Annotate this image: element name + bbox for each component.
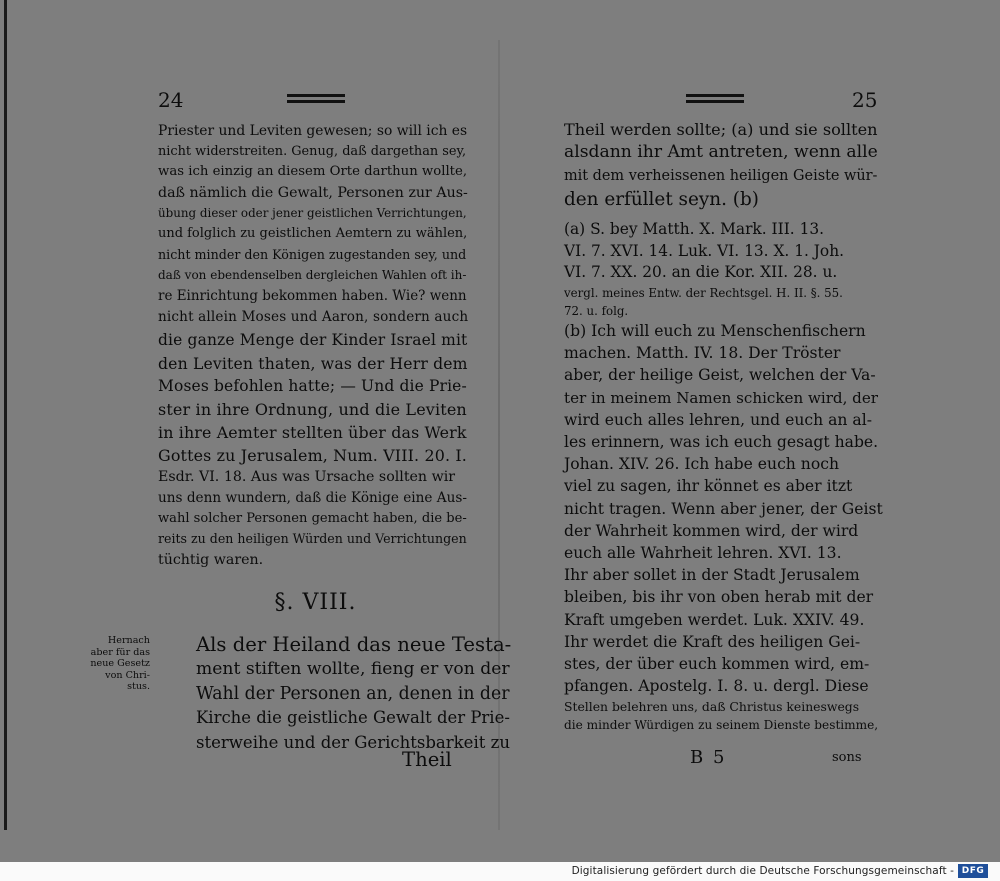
footnote-line: nicht tragen. Wenn aber jener, der Geist [564, 499, 883, 518]
text-line: daß von ebendenselben dergleichen Wahlen oft ih- [158, 268, 467, 283]
margin-note-line: aber für das [90, 646, 150, 658]
right-page-text [564, 118, 884, 735]
footnote-line: euch alle Wahrheit lehren. XVI. 13. [564, 544, 842, 562]
right-page-number: 25 [852, 88, 878, 112]
text-line: Esdr. VI. 18. Aus was Ursache sollten wir [158, 469, 456, 486]
left-catchword: Theil [402, 748, 452, 771]
text-line: nicht widerstreiten. Genug, daß dargethan sey, [158, 143, 467, 159]
funding-credit: Digitalisierung gefördert durch die Deutsche Forschungsgemeinschaft - [571, 865, 954, 877]
text-line: Gottes zu Jerusalem, Num. VIII. 20. I. [158, 446, 467, 466]
margin-note [78, 635, 150, 693]
left-header-rule [287, 94, 345, 103]
footnote-line: der Wahrheit kommen wird, der wird [564, 521, 859, 540]
right-header-rule [686, 94, 744, 103]
signature-mark: B 5 [690, 747, 727, 768]
text-line: wahl solcher Personen gemacht haben, die be- [158, 510, 467, 526]
footnote-line: Ihr aber sollet in der Stadt Jerusalem [564, 566, 860, 585]
text-line: Moses befohlen hatte; — Und die Prie- [158, 377, 467, 396]
text-line: was ich einzig an diesem Orte darthun wollte, [158, 164, 468, 180]
footnote-line: (b) Ich will euch zu Menschenfischern [564, 321, 866, 340]
section-text [196, 633, 516, 755]
text-line: re Einrichtung bekommen haben. Wie? wenn [158, 287, 467, 304]
section-heading: §. VIII. [274, 590, 357, 615]
text-line: daß nämlich die Gewalt, Personen zur Aus- [158, 184, 468, 201]
footnote-line: 72. u. folg. [564, 303, 629, 318]
text-line: Priester und Leviten gewesen; so will ich es [158, 123, 468, 139]
text-line: sterweihe und der Gerichtsbarkeit zu [196, 732, 510, 752]
text-line: nicht minder den Königen zugestanden sey, und [158, 246, 467, 262]
footnote-line: Johan. XIV. 26. Ich habe euch noch [564, 455, 840, 474]
footnote-line: Ihr werdet die Kraft des heiligen Gei- [564, 632, 861, 651]
book-edge [4, 0, 7, 830]
text-line: Als der Heiland das neue Testa- [196, 633, 512, 656]
margin-note-line: neue Gesetz [90, 658, 150, 670]
footnote-line: VI. 7. XVI. 14. Luk. VI. 13. X. 1. Joh. [564, 241, 845, 260]
footnote-line: die minder Würdigen zu seinem Dienste bestimme, [564, 718, 879, 733]
margin-note-line: von Chri- [105, 669, 150, 681]
footnote-line: ter in meinem Namen schicken wird, der [564, 388, 878, 407]
text-line: den erfüllet seyn. (b) [564, 188, 759, 210]
left-page-text [158, 121, 473, 570]
footnote-line: Kraft umgeben werdet. Luk. XXIV. 49. [564, 610, 865, 629]
footnote-line: viel zu sagen, ihr könnet es aber itzt [564, 477, 853, 496]
text-line: den Leviten thaten, was der Herr dem [158, 354, 468, 374]
footnote-line: wird euch alles lehren, und euch an al- [564, 410, 872, 429]
footnote-line: bleiben, bis ihr von oben herab mit der [564, 588, 874, 607]
text-line: uns denn wundern, daß die Könige eine Aus- [158, 489, 467, 506]
text-line: tüchtig waren. [158, 551, 264, 568]
text-line: die ganze Menge der Kinder Israel mit [158, 331, 468, 350]
footnote-line: pfangen. Apostelg. I. 8. u. dergl. Diese [564, 677, 869, 696]
text-line: übung dieser oder jener geistlichen Verrichtungen, [158, 206, 467, 221]
footnote-line: stes, der über euch kommen wird, em- [564, 655, 870, 674]
dfg-logo[interactable]: DFG [958, 864, 988, 878]
text-line: ster in ihre Ordnung, und die Leviten [158, 400, 467, 420]
margin-note-line: Hernach [107, 635, 150, 646]
text-line: Kirche die geistliche Gewalt der Prie- [196, 708, 510, 728]
footnote-line: machen. Matth. IV. 18. Der Tröster [564, 344, 841, 363]
footer-bar [0, 862, 1000, 881]
text-line: nicht allein Moses und Aaron, sondern auch [158, 309, 469, 326]
text-line: und folglich zu geistlichen Aemtern zu wählen, [158, 225, 468, 241]
text-line: reits zu den heiligen Würden und Verrichtungen [158, 531, 467, 547]
margin-note-line: stus. [127, 681, 150, 693]
text-line: mit dem verheissenen heiligen Geiste wür- [564, 167, 878, 184]
footnote-line: aber, der heilige Geist, welchen der Va- [564, 366, 876, 385]
right-catchword: sons [832, 750, 862, 765]
text-line: Theil werden sollte; (a) und sie sollten [564, 120, 878, 139]
text-line: alsdann ihr Amt antreten, wenn alle [564, 142, 878, 163]
footnote-line: VI. 7. XX. 20. an die Kor. XII. 28. u. [564, 263, 838, 282]
footnote-line: Stellen belehren uns, daß Christus keineswegs [564, 699, 860, 715]
text-line: in ihre Aemter stellten über das Werk [158, 423, 467, 443]
text-line: Wahl der Personen an, denen in der [196, 683, 510, 704]
footnote-line: (a) S. bey Matth. X. Mark. III. 13. [564, 220, 825, 239]
left-page-number: 24 [158, 88, 184, 112]
text-line: ment stiften wollte, fieng er von der [196, 659, 510, 680]
footnote-line: les erinnern, was ich euch gesagt habe. [564, 432, 879, 451]
footnote-line: vergl. meines Entw. der Rechtsgel. H. II. §. 55. [564, 285, 843, 300]
